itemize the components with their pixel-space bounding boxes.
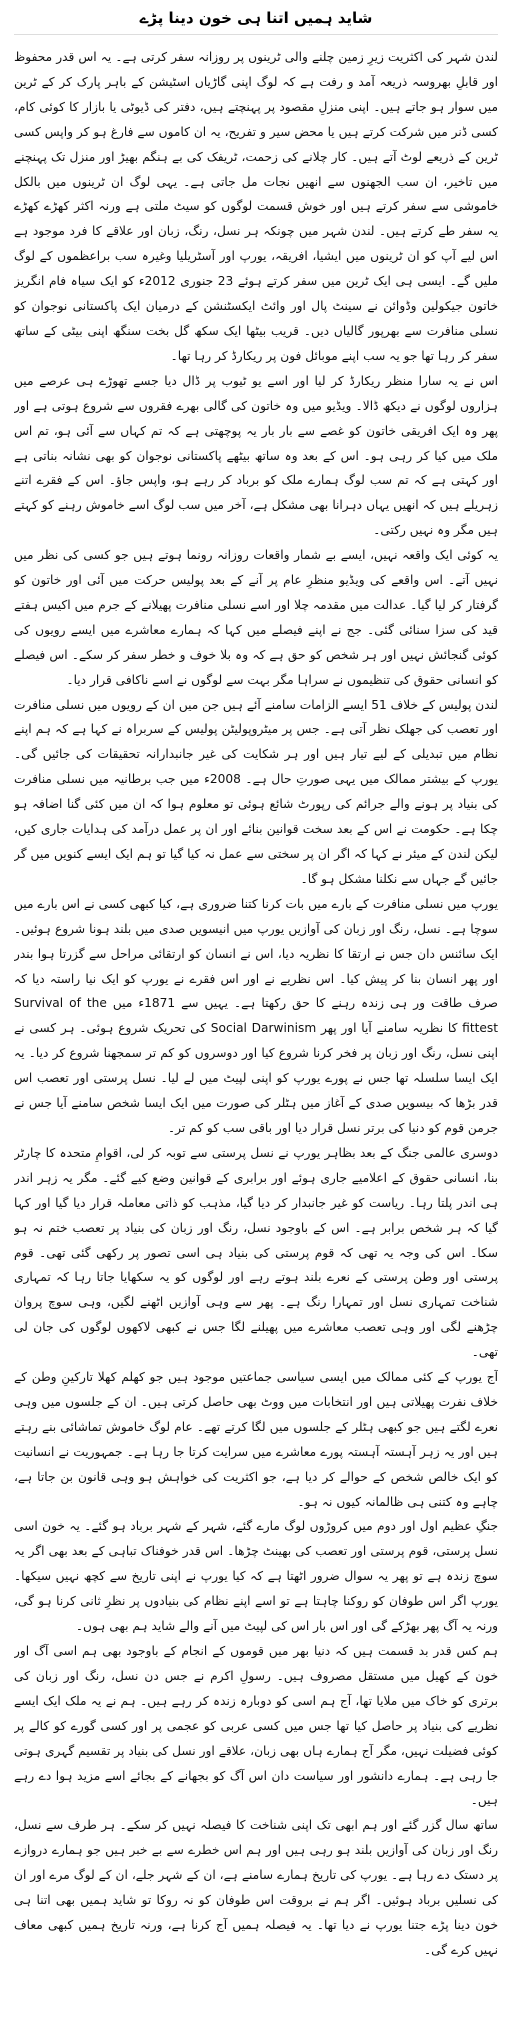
article-paragraph: اس نے یہ سارا منظر ریکارڈ کر لیا اور اسے یو ٹیوب پر ڈال دیا جسے تھوڑے ہی عرصے میں ہزاروں لوگوں نے دیکھ ڈالا۔ ویڈیو میں وہ خاتون کی گالی بھرے فقروں سے شروع ہوتی ہے اور پھر وہ ایک افریقی خاتون کو غصے سے بار بار یہ پوچھتی ہے کہ تم کہاں سے آئی ہو، تم اس ملک میں کیا کر رہی ہو۔ اس کے بعد وہ ساتھ بیٹھے پاکستانی نوجوان کو بھی نشانہ بناتی ہے اور کہتی ہے کہ تم سب لوگ ہمارے ملک کو برباد کر رہے ہو، واپس جاؤ۔ اس کے فقرے اتنے زہریلے ہیں کہ انھیں یہاں دہرانا بھی مشکل ہے، آخر میں سب لوگ اسے خاموش رہنے کو کہتے ہیں مگر وہ نہیں رکتی۔: [14, 373, 498, 538]
article-paragraph: جنگِ عظیم اول اور دوم میں کروڑوں لوگ مارے گئے، شہر کے شہر برباد ہو گئے۔ یہ خون اسی نسل پرستی، قوم پرستی اور تعصب کی بھینٹ چڑھا۔ اس قدر خوفناک تباہی کے بعد بھی اگر یہ سوچ زندہ ہے تو پھر یہ سوال ضرور اٹھتا ہے کہ کیا یورپ نے اپنی تاریخ سے کچھ نہیں سیکھا۔ یورپ اگر اس طوفان کو روکنا چاہتا ہے تو اسے اپنے نظام کی بنیادوں پر نظرِ ثانی کرنا ہو گی، ورنہ یہ آگ پھر بھڑکے گی اور اس بار اس کی لپیٹ میں آنے والے شاید ہم بھی ہوں۔: [14, 1519, 498, 1634]
article-paragraph: ساتھ سال گزر گئے اور ہم ابھی تک اپنی شناخت کا فیصلہ نہیں کر سکے۔ ہر طرف سے نسل، رنگ اور زبان کی آوازیں بلند ہو رہی ہیں اور ہم اس خطرے سے بے خبر ہیں جو ہمارے دروازے پر دستک دے رہا ہے۔ یورپ کی تاریخ ہمارے سامنے ہے، ان کے شہر جلے، ان کے لوگ مرے اور ان کی نسلیں برباد ہوئیں۔ اگر ہم نے بروقت اس طوفان کو نہ روکا تو شاید ہمیں بھی اتنا ہی خون دینا پڑے جتنا یورپ نے دیا تھا۔ یہ فیصلہ ہمیں آج کرنا ہے، ورنہ تاریخ ہمیں کبھی معاف نہیں کرے گی۔: [14, 1818, 498, 1957]
article-paragraph: ہم کس قدر بد قسمت ہیں کہ دنیا بھر میں قوموں کے انجام کے باوجود بھی ہم اسی آگ اور خون کے کھیل میں مستقل مصروف ہیں۔ رسولِ اکرم نے جس دن نسل، رنگ اور زبان کی برتری کو خاک میں ملایا تھا، آج ہم اسی کو دوبارہ زندہ کر رہے ہیں۔ ہم نے یہ ملک ایک ایسے نظریے کی بنیاد پر حاصل کیا تھا جس میں کسی عربی کو عجمی پر اور کسی گورے کو کالے پر کوئی فضیلت نہیں، مگر آج ہمارے ہاں بھی زبان، علاقے اور نسل کی بنیاد پر تقسیم گہری ہوتی جا رہی ہے۔ ہمارے دانشور اور سیاست دان اس آگ کو بجھانے کے بجائے اسے مزید ہوا دے رہے ہیں۔: [14, 1644, 498, 1808]
article-paragraph: یورپ میں نسلی منافرت کے بارے میں بات کرنا کتنا ضروری ہے، کیا کبھی کسی نے اس بارے میں سوچا ہے۔ نسل، رنگ اور زبان کی آوازیں یورپ میں انیسویں صدی میں بلند ہونا شروع ہوئیں۔ ایک سائنس دان جس نے ارتقا کا نظریہ دیا، اس نے انسان کو ارتقائی مراحل سے گزرتا ہوا بندر اور پھر انسان بنا کر پیش کیا۔ اس نظریے نے اور اس فقرے نے یورپ کو ایک نیا راستہ دیا کہ صرف طاقت ور ہی زندہ رہنے کا حق رکھتا ہے۔ یہیں سے 1871ء میں Survival of the fittest کا نظریہ سامنے آیا اور پھر Social Darwinism کی تحریک شروع ہوئی۔ ہر کسی نے اپنی نسل، رنگ اور زبان پر فخر کرنا شروع کیا اور دوسروں کو کم تر سمجھنا شروع کر دیا۔ یہ ایک ایسا سلسلہ تھا جس نے پورے یورپ کو اپنی لپیٹ میں لے لیا۔ نسل پرستی اور تعصب اس قدر بڑھا کہ بیسویں صدی کے آغاز میں ہٹلر کی صورت میں ایک ایسا شخص سامنے آیا جس نے جرمن قوم کو دنیا کی برتر نسل قرار دیا اور باقی سب کو کم تر۔: [14, 896, 498, 1135]
article-body: [14, 45, 498, 2035]
article-paragraph: دوسری عالمی جنگ کے بعد بظاہر یورپ نے نسل پرستی سے توبہ کر لی، اقوامِ متحدہ کا چارٹر بنا، انسانی حقوق کے اعلامیے جاری ہوئے اور برابری کے قوانین وضع کیے گئے۔ مگر یہ زہر اندر ہی اندر پلتا رہا۔ ریاست کو غیر جانبدار کر دیا گیا، مذہب کو ذاتی معاملہ قرار دیا گیا اور کہا گیا کہ ہر شخص برابر ہے۔ اس کے باوجود نسل، رنگ اور زبان کی بنیاد پر تعصب ختم نہ ہو سکا۔ اس کی وجہ یہ تھی کہ قوم پرستی کی بنیاد ہی اسی تصور پر رکھی گئی تھی۔ قوم پرستی اور وطن پرستی کے نعرے بلند ہوتے رہے اور لوگوں کو یہ سکھایا جاتا رہا کہ تمہاری شناخت تمہاری نسل اور تمہارا رنگ ہے۔ پھر سے وہی آوازیں اٹھنے لگیں، وہی سوچ پروان چڑھنے لگی اور وہی تعصب معاشرے میں پھیلنے لگا جس نے کبھی لاکھوں لوگوں کی جان لی تھی۔: [14, 1145, 498, 1360]
article-headline: شاید ہمیں اتنا ہی خون دینا پڑے: [14, 6, 498, 35]
article-paragraph: یہ کوئی ایک واقعہ نہیں، ایسے بے شمار واقعات روزانہ رونما ہوتے ہیں جو کسی کی نظر میں نہیں آتے۔ اس واقعے کی ویڈیو منظرِ عام پر آنے کے بعد پولیس حرکت میں آئی اور خاتون کو گرفتار کر لیا گیا۔ عدالت میں مقدمہ چلا اور اسے نسلی منافرت پھیلانے کے جرم میں اکیس ہفتے قید کی سزا سنائی گئی۔ جج نے اپنے فیصلے میں کہا کہ ہمارے معاشرے میں ایسے رویوں کی کوئی گنجائش نہیں اور ہر شخص کو حق ہے کہ وہ بلا خوف و خطر سفر کر سکے۔ اس فیصلے کو انسانی حقوق کی تنظیموں نے سراہا مگر بہت سے لوگوں نے اسے ناکافی قرار دیا۔: [14, 548, 498, 687]
article-paragraph: لندن پولیس کے خلاف 51 ایسے الزامات سامنے آئے ہیں جن میں ان کے رویوں میں نسلی منافرت اور تعصب کی جھلک نظر آتی ہے۔ جس پر میٹروپولیٹن پولیس کے سربراہ نے کہا ہے کہ ہم اپنے نظام میں تبدیلی کے لیے تیار ہیں اور ہر شکایت کی غیر جانبدارانہ تحقیقات کی جائیں گی۔ یورپ کے بیشتر ممالک میں یہی صورتِ حال ہے۔ 2008ء میں جب برطانیہ میں نسلی منافرت کی بنیاد پر ہونے والے جرائم کی رپورٹ شائع ہوئی تو معلوم ہوا کہ ان میں کئی گنا اضافہ ہو چکا ہے۔ حکومت نے اس کے بعد سخت قوانین بنائے اور ان پر عمل درآمد کی ہدایات جاری کیں، لیکن لندن کے میئر نے کہا کہ اگر ان پر سختی سے عمل نہ کیا گیا تو ہم ایک ایسے کنویں میں گر جائیں گے جہاں سے نکلنا مشکل ہو گا۔: [14, 697, 498, 886]
article-paragraph: آج یورپ کے کئی ممالک میں ایسی سیاسی جماعتیں موجود ہیں جو کھلم کھلا تارکینِ وطن کے خلاف نفرت پھیلاتی ہیں اور انتخابات میں ووٹ بھی حاصل کرتی ہیں۔ ان کے جلسوں میں وہی نعرے لگتے ہیں جو کبھی ہٹلر کے جلسوں میں لگا کرتے تھے۔ عام لوگ خاموش تماشائی بنے رہتے ہیں اور یہ زہر آہستہ آہستہ پورے معاشرے میں سرایت کرتا جا رہا ہے۔ جمہوریت نے انسانیت کو ایک خالص شخص کے حوالے کر دیا ہے، جو اکثریت کی خواہش ہو وہی قانون بن جاتا ہے، چاہے وہ کتنی ہی ظالمانہ کیوں نہ ہو۔: [14, 1370, 498, 1509]
article-paragraph: لندن شہر کی اکثریت زیرِ زمین چلنے والی ٹرینوں پر روزانہ سفر کرتی ہے۔ یہ اس قدر محفوظ اور قابلِ بھروسہ ذریعہ آمد و رفت ہے کہ لوگ اپنی گاڑیاں اسٹیشن کے باہر پارک کر کے ٹرین میں سوار ہو جاتے ہیں۔ اپنی منزلِ مقصود پر پہنچتے ہیں، دفتر کی ڈیوٹی یا بازار کا کوئی کام، کسی ڈنر میں شرکت کرتے ہیں یا محض سیر و تفریح، یہ ان کاموں سے فارغ ہو کر واپس کسی ٹرین کے ذریعے لوٹ آتے ہیں۔ کار چلانے کی زحمت، ٹریفک کی بے ہنگم بھیڑ اور منزل تک پہنچنے میں تاخیر، ان سب الجھنوں سے انھیں نجات مل جاتی ہے۔ یہی لوگ ان ٹرینوں میں بالکل خاموشی سے سفر کرتے ہیں اور خوش قسمت لوگوں کو سیٹ ملتی ہے ورنہ اکثر کھڑے کھڑے یہ سفر طے کرتے ہیں۔ لندن شہر میں چونکہ ہر نسل، رنگ، زبان اور علاقے کا فرد موجود ہے اس لیے آپ کو ان ٹرینوں میں ایشیا، افریقہ، یورپ اور آسٹریلیا وغیرہ سب براعظموں کے لوگ ملیں گے۔ ایسی ہی ایک ٹرین میں سفر کرتے ہوئے 23 جنوری 2012ء کو ایک سیاہ فام انگریز خاتون جیکولین وڈوائن نے سینٹ پال اور وائٹ ایکسٹنشن کے درمیان ایک پاکستانی نوجوان کو نسلی منافرت سے بھرپور گالیاں دیں۔ قریب بیٹھا ایک سکھ گل بخت سنگھ اپنی بیٹی کے ساتھ سفر کر رہا تھا جو یہ سب اپنے موبائل فون پر ریکارڈ کر رہا تھا۔: [14, 50, 498, 363]
